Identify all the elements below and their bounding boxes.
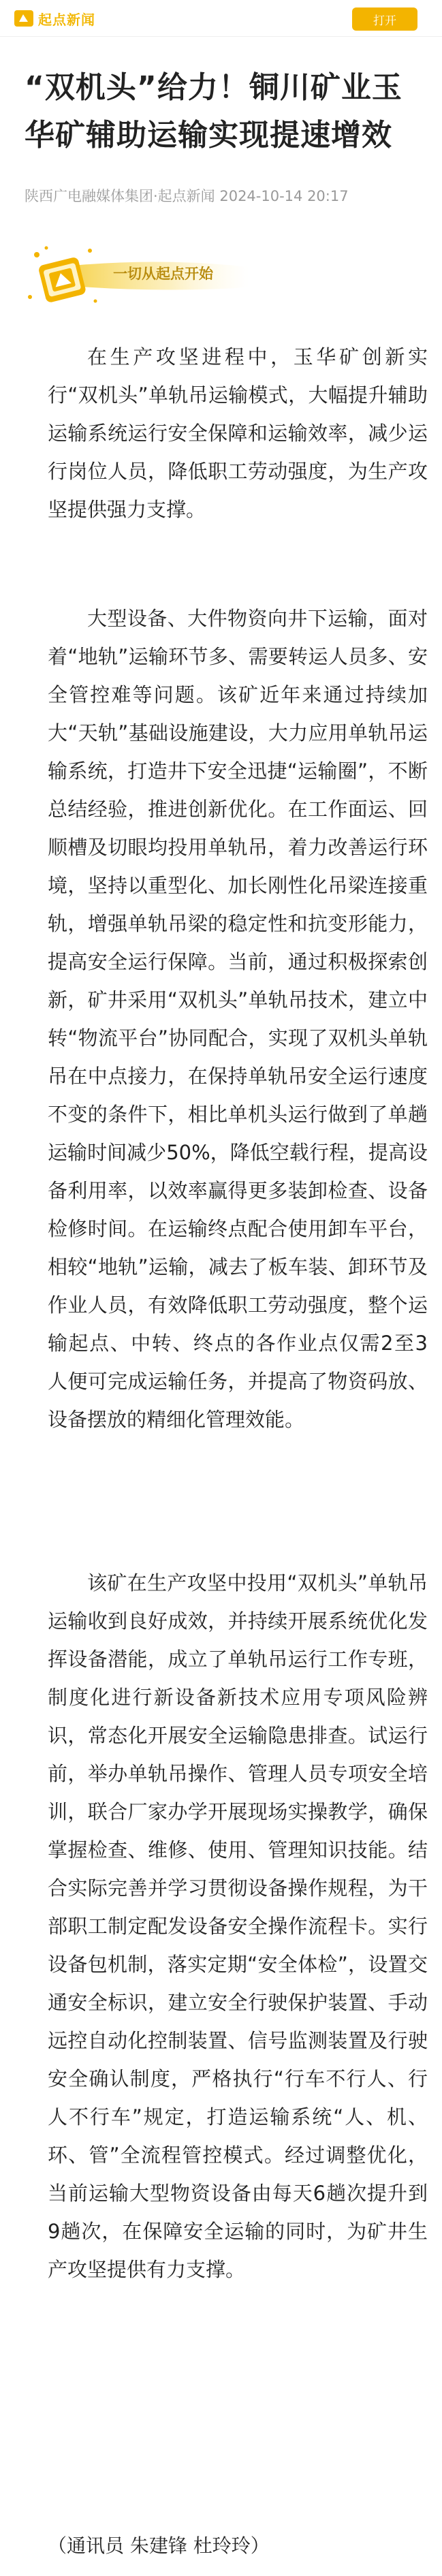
slogan-banner	[25, 242, 256, 308]
banner-slogan: 一切从起点开始	[113, 265, 213, 282]
logo-text: 起点新闻	[38, 11, 95, 28]
article-title: “双机头”给力！铜川矿业玉华矿辅助运输实现提速增效	[25, 70, 402, 153]
article-signature: （通讯员 朱建锋 杜玲玲）	[48, 2534, 270, 2557]
article-paragraph: 该矿在生产攻坚中投用“双机头”单轨吊运输收到良好成效，并持续开展系统优化发挥设备潜能，成立了单轨吊运行工作专班，制度化进行新设备新技术应用专项风险辨识，常态化开展安全运输隐患排查。试运行前，举办单轨吊操作、管理人员专项安全培训，联合厂家办学开展现场实操教学，确保掌握检查、维修、使用、管理知识技能。结合实际完善并学习贯彻设备操作规程，为干部职工制定配发设备安全操作流程卡。实行设备包机制，落实定期“安全体检”，设置交通安全标识，建立安全行驶保护装置、手动远控自动化控制装置、信号监测装置及行驶安全确认制度，严格执行“行车不行人、行人不行车”规定，打造运输系统“人、机、环、管”全流程管控模式。经过调整优化，当前运输大型物资设备由每天6趟次提升到9趟次，在保障安全运输的同时，为矿井生产攻坚提供有力支撑。	[48, 1571, 428, 2281]
article-byline: 陕西广电融媒体集团·起点新闻 2024-10-14 20:17	[25, 188, 349, 204]
app-logo[interactable]	[14, 7, 95, 30]
qidian-logo-icon	[14, 8, 34, 29]
open-app-button[interactable]: 打开	[352, 7, 417, 31]
top-bar	[0, 0, 442, 37]
article-paragraph: 在生产攻坚进程中，玉华矿创新实行“双机头”单轨吊运输模式，大幅提升辅助运输系统运行安全保障和运输效率，减少运行岗位人员，降低职工劳动强度，为生产攻坚提供强力支撑。	[48, 345, 428, 521]
article-paragraph: 大型设备、大件物资向井下运输，面对着“地轨”运输环节多、需要转运人员多、安全管控难等问题。该矿近年来通过持续加大“天轨”基础设施建设，大力应用单轨吊运输系统，打造井下安全迅捷“运输圈”，不断总结经验，推进创新优化。在工作面运、回顺槽及切眼均投用单轨吊，着力改善运行环境，坚持以重型化、加长刚性化吊梁连接重轨，增强单轨吊梁的稳定性和抗变形能力，提高安全运行保障。当前，通过积极探索创新，矿井采用“双机头”单轨吊技术，建立中转“物流平台”协同配合，实现了双机头单轨吊在中点接力，在保持单轨吊安全运行速度不变的条件下，相比单机头运行做到了单趟运输时间减少50%，降低空载行程，提高设备利用率，以效率赢得更多装卸检查、设备检修时间。在运输终点配合使用卸车平台，相较“地轨”运输，减去了板车装、卸环节及作业人员，有效降低职工劳动强度，整个运输起点、中转、终点的各作业点仅需2至3人便可完成运输任务，并提高了物资码放、设备摆放的精细化管理效能。	[48, 607, 428, 1431]
